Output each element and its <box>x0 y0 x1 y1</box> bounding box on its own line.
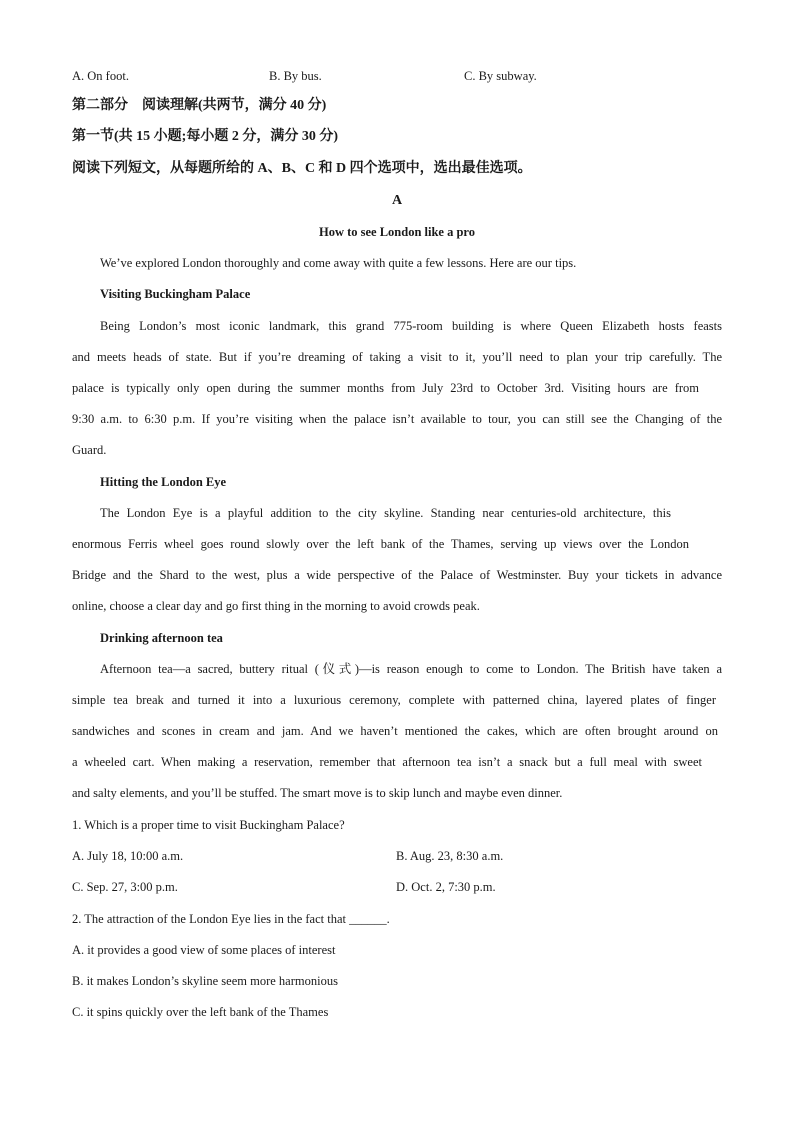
option-c-prev: C. By subway. <box>464 69 537 83</box>
question-2-option-a[interactable]: A. it provides a good view of some places of interest <box>72 943 336 957</box>
paragraph-line: sandwiches and scones in cream and jam. And we haven’t mentioned the cakes, which are often brought around on <box>72 724 718 738</box>
part-title: 第二部分 阅读理解(共两节，满分 40 分) <box>72 98 327 113</box>
question-2-stem: 2. The attraction of the London Eye lies in the fact that ______. <box>72 912 390 926</box>
question-1-option-a[interactable]: A. July 18, 10:00 a.m. <box>72 849 184 863</box>
paragraph-line: palace is typically only open during the summer months from July 23rd to October 3rd. Visiting hours are from <box>72 381 699 395</box>
paragraph-line: Guard. <box>72 443 107 457</box>
passage-label: A <box>391 193 403 208</box>
paragraph-line: a wheeled cart. When making a reservation, remember that afternoon tea isn’t a snack but a full meal with sweet <box>72 755 702 769</box>
paragraph-line: enormous Ferris wheel goes round slowly over the left bank of the Thames, serving up views over the London <box>72 537 689 551</box>
paragraph-line: Bridge and the Shard to the west, plus a wide perspective of the Palace of Westminster. Buy your tickets in advance <box>72 568 722 582</box>
paragraph-line: online, choose a clear day and go first thing in the morning to avoid crowds peak. <box>72 599 480 613</box>
paragraph-line: Being London’s most iconic landmark, this grand 775-room building is where Queen Elizabeth hosts feasts <box>100 319 722 333</box>
section-heading-palace: Visiting Buckingham Palace <box>100 287 251 301</box>
paragraph-line: simple tea break and turned it into a luxurious ceremony, complete with patterned china, layered plates of finger <box>72 693 716 707</box>
option-b-prev: B. By bus. <box>269 69 322 83</box>
paragraph-line: and meets heads of state. But if you’re dreaming of taking a visit to it, you’ll need to plan your trip carefully. The <box>72 350 722 364</box>
section-heading-eye: Hitting the London Eye <box>100 475 227 489</box>
question-1-option-d[interactable]: D. Oct. 2, 7:30 p.m. <box>396 880 496 894</box>
paragraph-line: 9:30 a.m. to 6:30 p.m. If you’re visiting when the palace isn’t available to tour, you can still see the Changing of the <box>72 412 722 426</box>
passage-title: How to see London like a pro <box>318 225 476 239</box>
section-heading-tea: Drinking afternoon tea <box>100 631 223 645</box>
question-2-option-b[interactable]: B. it makes London’s skyline seem more harmonious <box>72 974 338 988</box>
option-a-prev: A. On foot. <box>72 69 129 83</box>
passage-intro: We’ve explored London thoroughly and come away with quite a few lessons. Here are our tips. <box>100 256 577 270</box>
paragraph-line: Afternoon tea—a sacred, buttery ritual (仪式)—is reason enough to come to London. The British have taken a <box>100 662 722 676</box>
question-1-option-b[interactable]: B. Aug. 23, 8:30 a.m. <box>396 849 504 863</box>
question-1-stem: 1. Which is a proper time to visit Buckingham Palace? <box>72 818 345 832</box>
instruction: 阅读下列短文，从每题所给的 A、B、C 和 D 四个选项中，选出最佳选项。 <box>72 161 532 176</box>
paragraph-line: and salty elements, and you’ll be stuffed. The smart move is to skip lunch and maybe even dinner. <box>72 786 563 800</box>
question-1-option-c[interactable]: C. Sep. 27, 3:00 p.m. <box>72 880 178 894</box>
question-2-option-c[interactable]: C. it spins quickly over the left bank of the Thames <box>72 1005 329 1019</box>
sub-title: 第一节(共 15 小题;每小题 2 分，满分 30 分) <box>72 129 338 144</box>
paragraph-line: The London Eye is a playful addition to the city skyline. Standing near centuries-old architecture, this <box>100 506 671 520</box>
